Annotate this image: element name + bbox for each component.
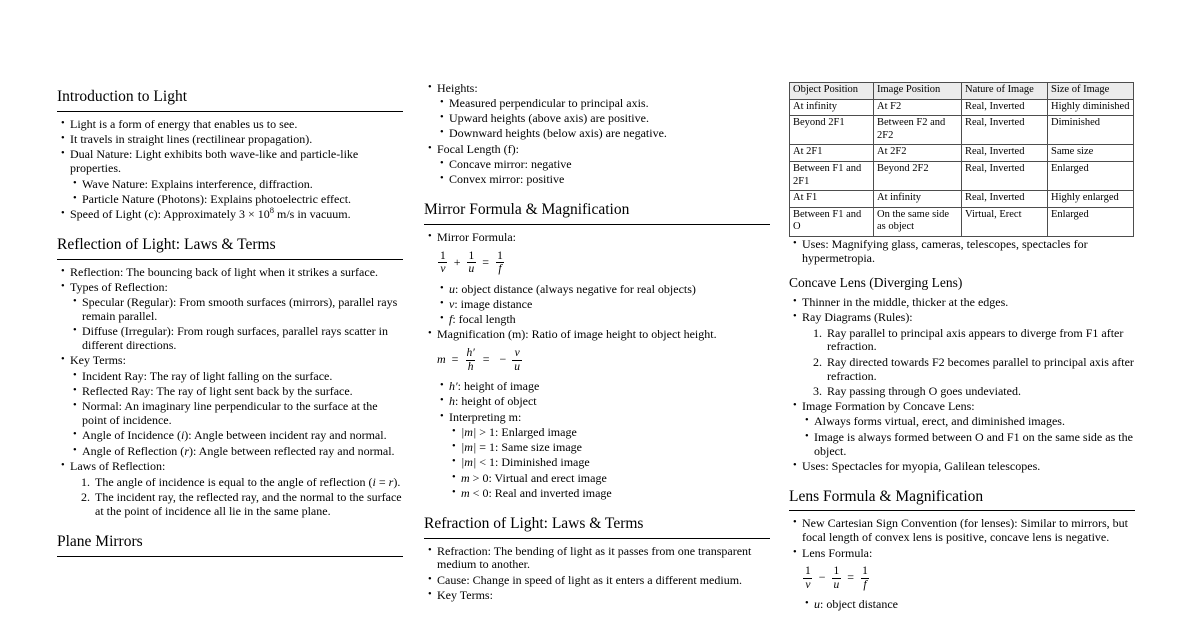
- table-cell: Virtual, Erect: [962, 207, 1048, 236]
- list-item: [449, 298, 770, 312]
- list-item: [802, 400, 1135, 458]
- bullet-list: [437, 97, 770, 141]
- bullet-list: [57, 118, 403, 222]
- table-header-cell: Nature of Image: [962, 83, 1048, 100]
- bullet-list: [424, 82, 770, 188]
- fraction-denominator: u: [468, 263, 475, 276]
- list-item: [82, 370, 403, 384]
- numbered-list: [70, 476, 403, 519]
- list-item-text: Downward heights (below axis) are negative.: [449, 126, 667, 141]
- table-row: [790, 145, 1134, 162]
- list-item: [449, 411, 770, 501]
- list-item: [449, 380, 770, 394]
- list-item-text: Incident Ray: The ray of light falling on the surface.: [82, 368, 333, 383]
- table-row: [790, 207, 1134, 236]
- list-item-text: Image Formation by Concave Lens:: [802, 399, 975, 414]
- math-var: m: [461, 486, 470, 501]
- list-item: [449, 395, 770, 409]
- list-item-text: Specular (Regular): From smooth surfaces (mirrors), parallel rays remain parallel.: [82, 295, 398, 324]
- math-var: f: [449, 312, 453, 327]
- list-item: [70, 354, 403, 458]
- table-cell: Real, Inverted: [962, 145, 1048, 162]
- section-heading: Reflection of Light: Laws & Terms: [57, 236, 403, 260]
- math-var: h: [449, 394, 455, 409]
- fraction: [464, 347, 476, 373]
- table-header-cell: Size of Image: [1048, 83, 1134, 100]
- list-item: [825, 385, 1135, 399]
- math-operator: −: [818, 570, 826, 585]
- list-item-text: Ray Diagrams (Rules):: [802, 309, 913, 324]
- list-item-text: Focal Length (f):: [437, 141, 519, 156]
- list-item: [802, 296, 1135, 310]
- list-item: [461, 472, 770, 486]
- fraction-numerator: 1: [833, 565, 840, 578]
- list-item-text: |m| > 1: Enlarged image: [461, 424, 577, 439]
- formula: [802, 565, 1135, 591]
- bullet-list: [789, 517, 1135, 612]
- bullet-list: [70, 370, 403, 459]
- fraction: [860, 565, 870, 591]
- list-item: [70, 281, 403, 353]
- list-item: [814, 415, 1135, 429]
- list-item-text: Reflected Ray: The ray of light sent back by the surface.: [82, 384, 353, 399]
- fraction-numerator: h′: [466, 347, 475, 360]
- table-cell: Between F1 and O: [790, 207, 874, 236]
- table-cell: Real, Inverted: [962, 99, 1048, 116]
- fraction-numerator: 1: [497, 249, 503, 262]
- list-item: [437, 82, 770, 142]
- list-item: [449, 127, 770, 141]
- list-item: [70, 118, 403, 132]
- list-item: [461, 426, 770, 440]
- list-item-text: Always forms virtual, erect, and diminished images.: [814, 414, 1065, 429]
- table-cell: On the same side as object: [874, 207, 962, 236]
- list-item-text: Uses: Magnifying glass, cameras, telescopes, spectacles for hypermetropia.: [802, 237, 1088, 266]
- table-cell: Same size: [1048, 145, 1134, 162]
- image-formation-table: [789, 82, 1134, 237]
- bullet-list: [70, 296, 403, 353]
- math-var: |m|: [461, 455, 477, 470]
- subsection-heading: Concave Lens (Diverging Lens): [789, 275, 963, 291]
- math-operator: =: [482, 254, 490, 269]
- bullet-list: [57, 266, 403, 519]
- list-item-text: Ray parallel to principal axis appears to diverge from F1 after refraction.: [827, 325, 1124, 354]
- math-var: |m|: [461, 424, 477, 439]
- math-var: u: [814, 597, 820, 612]
- bullet-list: [424, 231, 770, 501]
- fraction-denominator: v: [440, 263, 446, 276]
- list-item-text: Uses: Spectacles for myopia, Galilean telescopes.: [802, 458, 1041, 473]
- list-item: [93, 491, 403, 519]
- list-item-text: New Cartesian Sign Convention (for lenses): Similar to mirrors, but focal length of convex lens is positive, concave lens is negative.: [802, 516, 1128, 545]
- bullet-list: [802, 415, 1135, 458]
- list-item-text: It travels in straight lines (rectilinear propagation).: [70, 132, 313, 147]
- table-body: [790, 99, 1134, 236]
- fraction: [495, 250, 505, 276]
- table-cell: Diminished: [1048, 116, 1134, 145]
- formula: [437, 347, 770, 373]
- math-var: m: [437, 352, 446, 367]
- section-heading: Refraction of Light: Laws & Terms: [424, 515, 770, 539]
- list-item: [461, 441, 770, 455]
- list-item: [437, 545, 770, 573]
- list-item-text: Interpreting m:: [449, 409, 522, 424]
- math-var: h′: [449, 379, 458, 393]
- bullet-list: [449, 426, 770, 501]
- list-item-text: Refraction: The bending of light as it passes from one transparent medium to another.: [437, 543, 752, 572]
- fraction-numerator: 1: [862, 565, 868, 578]
- table-cell: At 2F1: [790, 145, 874, 162]
- list-item: [437, 328, 770, 500]
- bullet-list: [437, 283, 770, 327]
- table-cell: At F2: [874, 99, 962, 116]
- list-item-text: Reflection: The bouncing back of light when it strikes a surface.: [70, 264, 379, 279]
- fraction-denominator: h: [467, 360, 474, 373]
- formula: [437, 250, 770, 276]
- table-cell: At 2F2: [874, 145, 962, 162]
- bullet-list: [70, 178, 403, 207]
- fraction: [512, 347, 522, 373]
- math-var: i: [372, 474, 376, 489]
- bullet-list: [802, 598, 1135, 612]
- list-item-text: m > 0: Virtual and erect image: [461, 470, 607, 485]
- list-item: [82, 325, 403, 353]
- table-row: [790, 99, 1134, 116]
- list-item-text: Speed of Light (c): Approximately $3 \times 10^8$ m/s in vacuum.: [70, 205, 351, 222]
- fraction-denominator: u: [514, 360, 521, 373]
- list-item: [802, 311, 1135, 399]
- list-item: [437, 574, 770, 588]
- table-cell: Highly diminished: [1048, 99, 1134, 116]
- list-item-text: Heights:: [437, 80, 478, 95]
- list-item-text: The incident ray, the reflected ray, and the normal to the surface at the point of incidence all lie in the same plane.: [95, 490, 402, 518]
- list-item-text: Dual Nature: Light exhibits both wave-like and particle-like properties.: [70, 147, 359, 176]
- bullet-list: [789, 238, 1135, 266]
- list-item: [82, 385, 403, 399]
- list-item: [802, 547, 1135, 612]
- list-item: [449, 173, 770, 187]
- list-item-text: Key Terms:: [437, 588, 493, 603]
- list-item-text: Types of Reflection:: [70, 280, 168, 294]
- list-item: [70, 133, 403, 147]
- math-var: |m|: [461, 440, 477, 455]
- list-item-text: Normal: An imaginary line perpendicular to the surface at the point of incidence.: [82, 399, 378, 428]
- list-item-text: f: focal length: [449, 312, 516, 327]
- fraction-denominator: u: [833, 578, 840, 591]
- math-operator: −: [499, 352, 507, 367]
- list-item-text: Wave Nature: Explains interference, diffraction.: [82, 176, 313, 191]
- math-var: i: [180, 428, 185, 443]
- list-item-text: u: object distance (always negative for real objects): [449, 281, 696, 296]
- table-cell: Enlarged: [1048, 161, 1134, 190]
- section-heading: Mirror Formula & Magnification: [424, 201, 770, 225]
- bullet-list: [789, 296, 1135, 474]
- list-item: [70, 205, 403, 222]
- list-item-text: Ray passing through O goes undeviated.: [827, 383, 1021, 398]
- list-item: [825, 327, 1135, 355]
- list-item-text: Convex mirror: positive: [449, 172, 565, 187]
- list-item: [70, 266, 403, 280]
- table-header-cell: Image Position: [874, 83, 962, 100]
- list-item: [437, 231, 770, 327]
- table-cell: At infinity: [790, 99, 874, 116]
- list-item-text: Particle Nature (Photons): Explains photoelectric effect.: [82, 191, 352, 206]
- list-item-text: Angle of Incidence (i): Angle between incident ray and normal.: [82, 428, 387, 443]
- list-item: [93, 476, 403, 490]
- list-item: [70, 460, 403, 519]
- table-cell: At infinity: [874, 191, 962, 208]
- list-item-text: Light is a form of energy that enables us to see.: [70, 116, 298, 131]
- math-var: r: [184, 443, 189, 458]
- list-item: [802, 238, 1135, 266]
- math-operator: +: [453, 254, 461, 269]
- column-right: [789, 82, 1135, 613]
- list-item: [82, 400, 403, 428]
- superscript: 8: [269, 205, 274, 216]
- list-item: [825, 356, 1135, 384]
- section-heading: Plane Mirrors: [57, 533, 403, 557]
- list-item: [461, 456, 770, 470]
- list-item: [449, 283, 770, 297]
- list-item-text: v: image distance: [449, 296, 533, 311]
- fraction-denominator: f: [498, 263, 502, 276]
- section-heading: Introduction to Light: [57, 88, 403, 112]
- list-item: [449, 158, 770, 172]
- list-item-text: Angle of Reflection (r): Angle between reflected ray and normal.: [82, 443, 395, 458]
- list-item-text: Key Terms:: [70, 353, 126, 368]
- bullet-list: [437, 380, 770, 501]
- list-item: [82, 429, 403, 443]
- list-item: [449, 97, 770, 111]
- numbered-list: [802, 327, 1135, 399]
- fraction-denominator: v: [805, 578, 811, 591]
- table-row: [790, 191, 1134, 208]
- table-header-row: [790, 83, 1134, 100]
- list-item: [814, 431, 1135, 459]
- bullet-list: [424, 545, 770, 603]
- table-head: [790, 83, 1134, 100]
- list-item: [70, 148, 403, 206]
- table-cell: Between F2 and 2F2: [874, 116, 962, 145]
- list-item-text: Diffuse (Irregular): From rough surfaces, parallel rays scatter in different directions.: [82, 324, 388, 353]
- table-cell: Beyond 2F2: [874, 161, 962, 190]
- list-item-text: h′: height of image: [449, 379, 540, 393]
- list-item: [461, 487, 770, 501]
- table-cell: Real, Inverted: [962, 191, 1048, 208]
- list-item: [449, 112, 770, 126]
- table-cell: Beyond 2F1: [790, 116, 874, 145]
- list-item: [814, 598, 1135, 612]
- fraction: [438, 250, 448, 276]
- math-var: r: [388, 474, 394, 489]
- list-item: [437, 589, 770, 603]
- fraction-numerator: 1: [468, 249, 475, 262]
- list-item: [802, 517, 1135, 545]
- math-var: u: [449, 281, 455, 296]
- list-item-text: The angle of incidence is equal to the angle of reflection (i = r).: [95, 474, 401, 489]
- math-var: v: [449, 296, 455, 311]
- list-item-text: Laws of Reflection:: [70, 459, 166, 474]
- table-row: [790, 161, 1134, 190]
- table-cell: Real, Inverted: [962, 116, 1048, 145]
- list-item-text: Thinner in the middle, thicker at the edges.: [802, 294, 1009, 309]
- table-cell: Between F1 and 2F1: [790, 161, 874, 190]
- list-item-text: Concave mirror: negative: [449, 156, 572, 171]
- list-item-text: m < 0: Real and inverted image: [461, 486, 612, 501]
- list-item-text: Measured perpendicular to principal axis.: [449, 95, 649, 110]
- bullet-list: [437, 158, 770, 187]
- table-cell: Highly enlarged: [1048, 191, 1134, 208]
- column-left: [57, 88, 403, 563]
- list-item-text: Cause: Change in speed of light as it enters a different medium.: [437, 572, 743, 587]
- list-item-text: h: height of object: [449, 394, 537, 409]
- table-cell: Enlarged: [1048, 207, 1134, 236]
- list-item: [82, 178, 403, 192]
- list-item-text: Mirror Formula:: [437, 229, 516, 244]
- list-item-text: u: object distance: [814, 597, 898, 612]
- list-item: [82, 296, 403, 324]
- fraction-numerator: 1: [440, 249, 446, 262]
- list-item-text: |m| < 1: Diminished image: [461, 455, 590, 470]
- list-item-text: Lens Formula:: [802, 545, 873, 560]
- math-var: m: [461, 470, 470, 485]
- table-row: [790, 116, 1134, 145]
- list-item-text: Upward heights (above axis) are positive.: [449, 111, 649, 126]
- table-cell: At F1: [790, 191, 874, 208]
- fraction-numerator: 1: [805, 565, 811, 578]
- list-item: [802, 460, 1135, 474]
- table-cell: Real, Inverted: [962, 161, 1048, 190]
- table-header-cell: Object Position: [790, 83, 874, 100]
- column-middle: [424, 80, 770, 604]
- math-operator: =: [847, 570, 855, 585]
- list-item-text: Image is always formed between O and F1 on the same side as the object.: [814, 429, 1133, 458]
- list-item: [82, 193, 403, 207]
- list-item: [82, 445, 403, 459]
- section-heading: Lens Formula & Magnification: [789, 488, 1135, 512]
- list-item: [449, 313, 770, 327]
- fraction: [467, 250, 477, 276]
- fraction-denominator: f: [863, 578, 867, 591]
- list-item-text: |m| = 1: Same size image: [461, 440, 583, 455]
- fraction-numerator: v: [514, 347, 520, 360]
- fraction: [832, 565, 842, 591]
- fraction: [803, 565, 813, 591]
- math-operator: =: [482, 352, 490, 367]
- list-item: [437, 143, 770, 187]
- list-item-text: Ray directed towards F2 becomes parallel to principal axis after refraction.: [827, 354, 1134, 383]
- math-operator: =: [451, 352, 459, 367]
- list-item-text: Magnification (m): Ratio of image height to object height.: [437, 327, 717, 342]
